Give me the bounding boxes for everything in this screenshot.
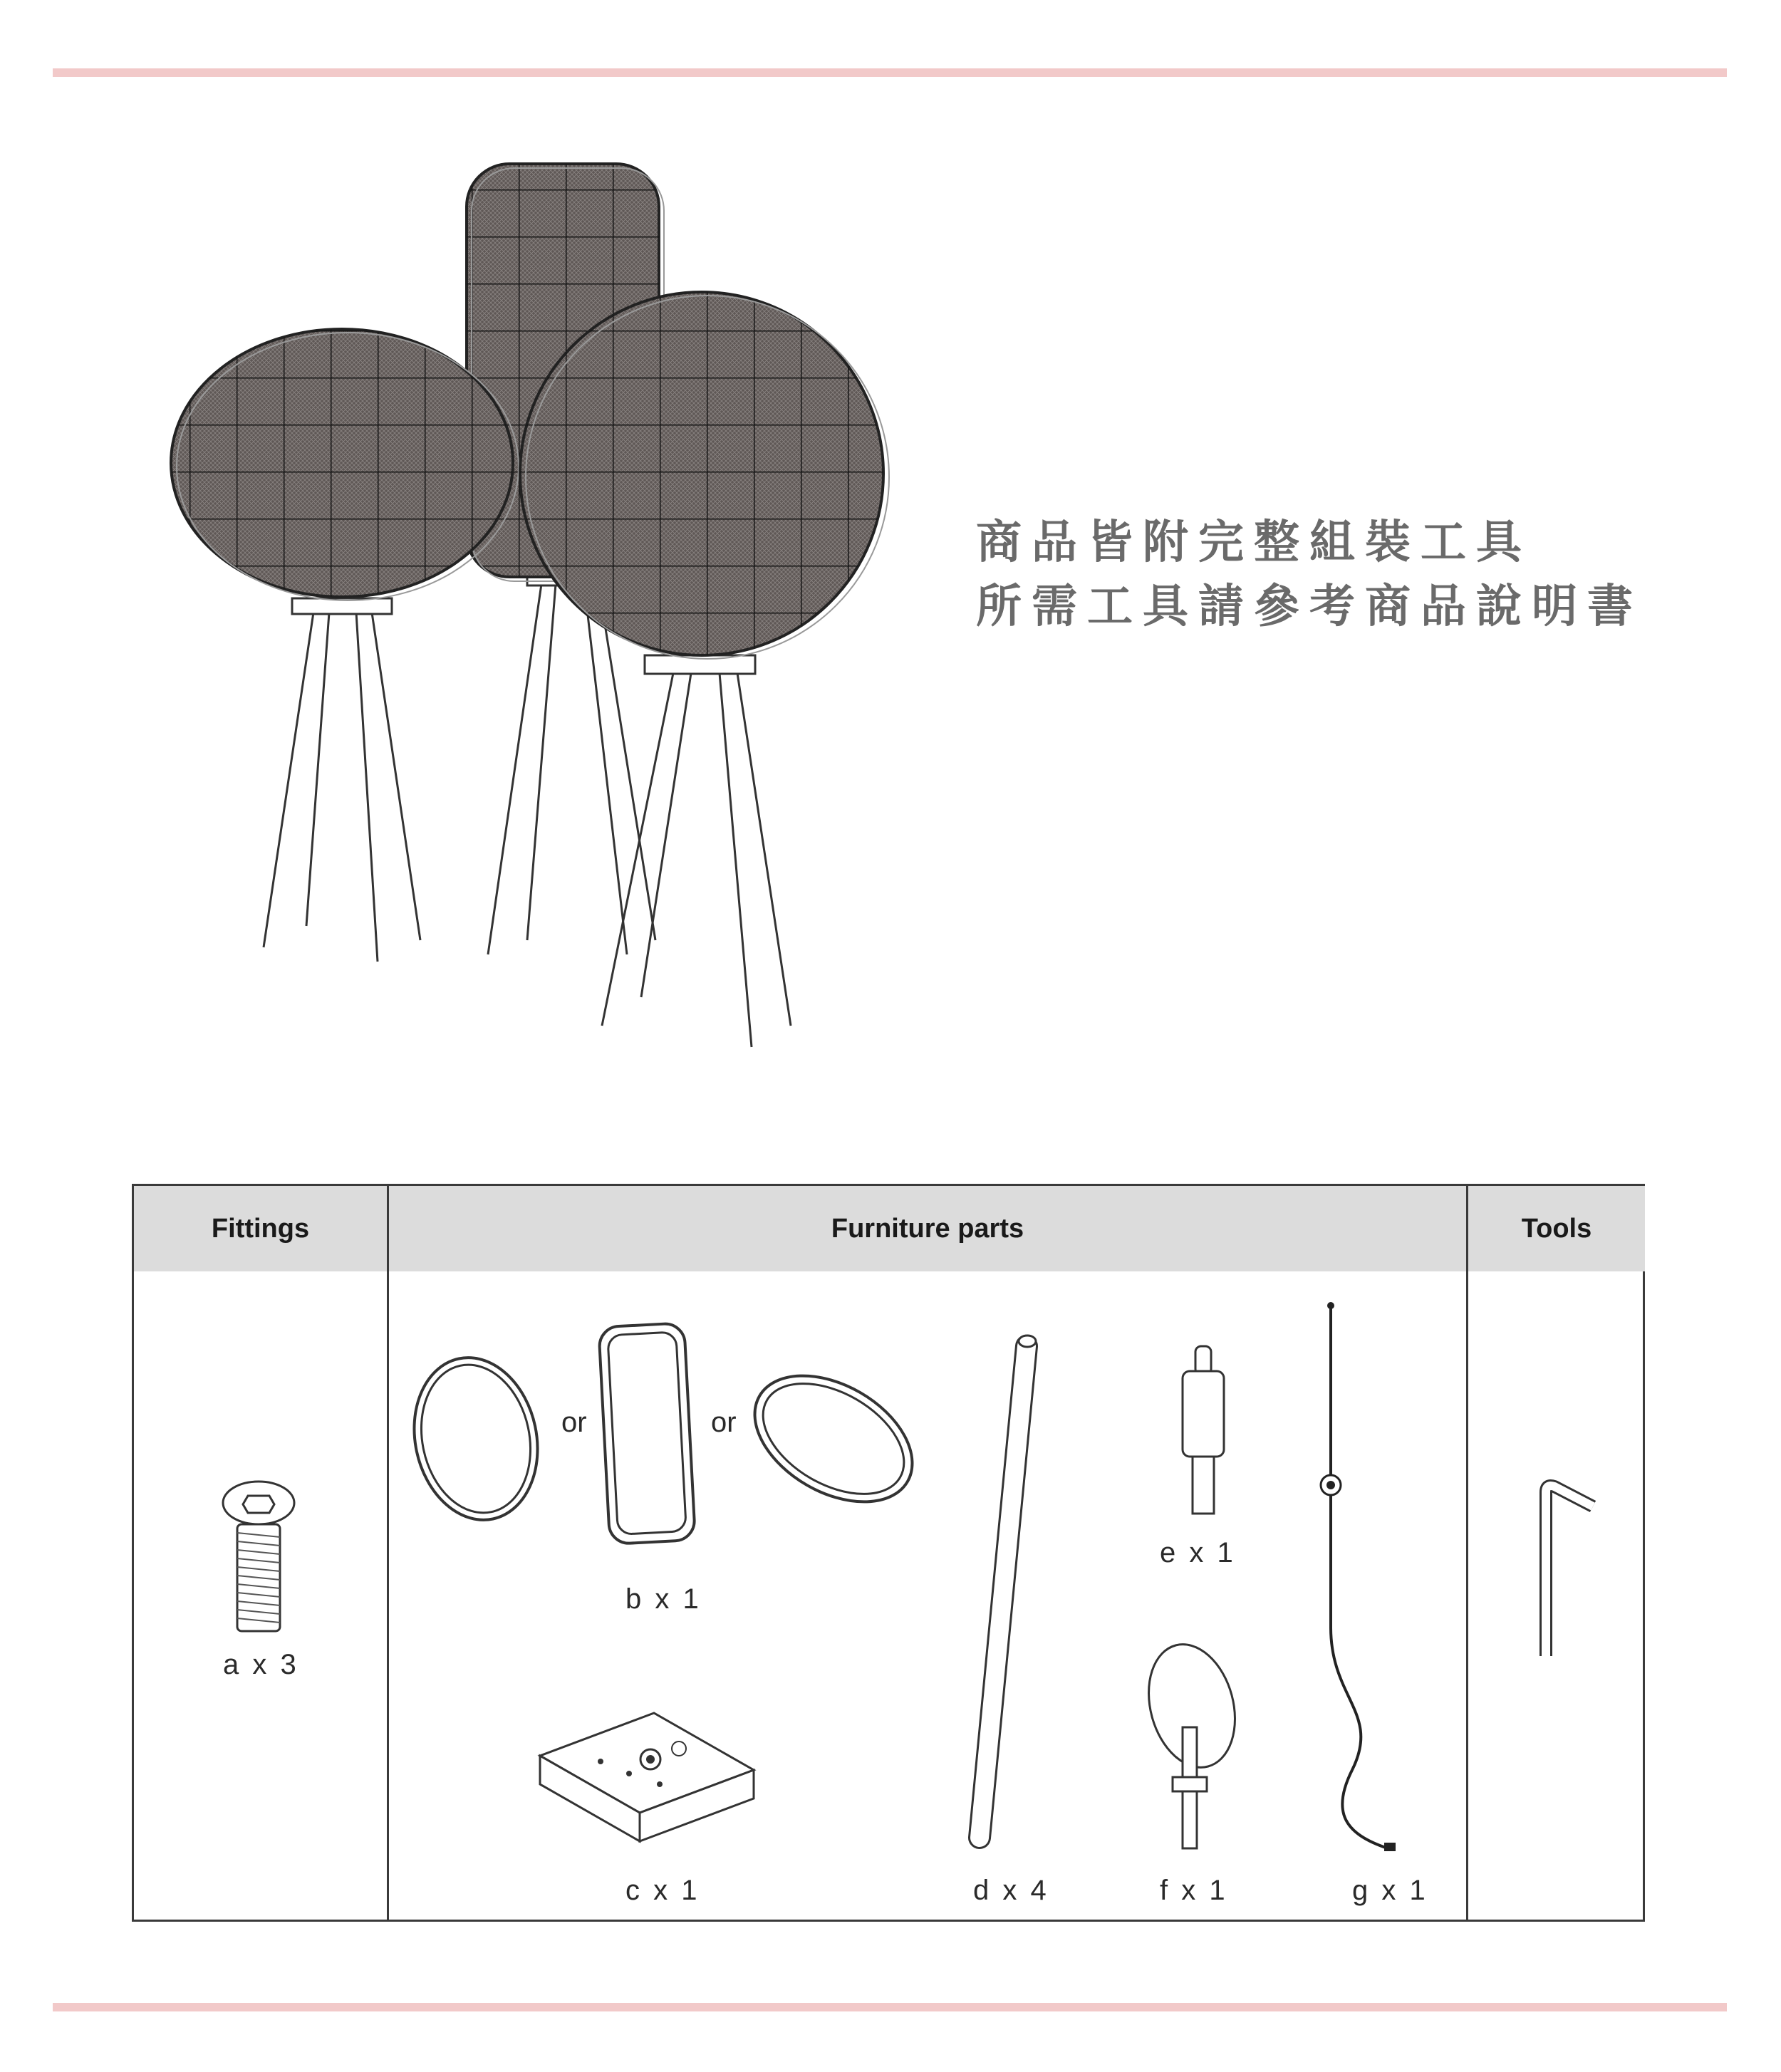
tall-frame-icon [596, 1318, 702, 1553]
or-text: or [711, 1407, 737, 1438]
parts-table [132, 1184, 1645, 1922]
fitting-a-label: a x 3 [223, 1649, 299, 1680]
connector-icon [1167, 1343, 1238, 1521]
leg-icon [964, 1328, 1049, 1855]
power-cable-icon [1302, 1300, 1409, 1855]
connector-e-label: e x 1 [1160, 1537, 1236, 1568]
base-c-label: c x 1 [625, 1875, 700, 1906]
oval-mirror [171, 329, 519, 962]
oval-frame-icon [748, 1357, 919, 1521]
round-frame-icon [408, 1350, 544, 1528]
round-mirror [520, 292, 889, 1047]
bottom-divider [53, 2003, 1727, 2011]
column-divider [1466, 1186, 1468, 1920]
header-furniture-parts: Furniture parts [389, 1186, 1466, 1271]
product-illustration [142, 142, 926, 1068]
screw-icon [216, 1474, 301, 1638]
notice-line-1: 商品皆附完整組裝工具 [976, 516, 1532, 569]
frame-b-label: b x 1 [625, 1583, 702, 1615]
header-fittings: Fittings [134, 1186, 387, 1271]
notice-line-2: 所需工具請參考商品說明書 [976, 581, 1643, 633]
column-divider [387, 1186, 389, 1920]
mirror-foot-icon [1146, 1642, 1245, 1855]
top-divider [53, 68, 1727, 77]
foot-f-label: f x 1 [1160, 1875, 1228, 1906]
cable-g-label: g x 1 [1352, 1875, 1428, 1906]
hex-key-icon [1530, 1478, 1601, 1663]
header-tools: Tools [1468, 1186, 1645, 1271]
base-plate-icon [533, 1699, 761, 1855]
leg-d-label: d x 4 [973, 1875, 1049, 1906]
or-text: or [561, 1407, 587, 1438]
